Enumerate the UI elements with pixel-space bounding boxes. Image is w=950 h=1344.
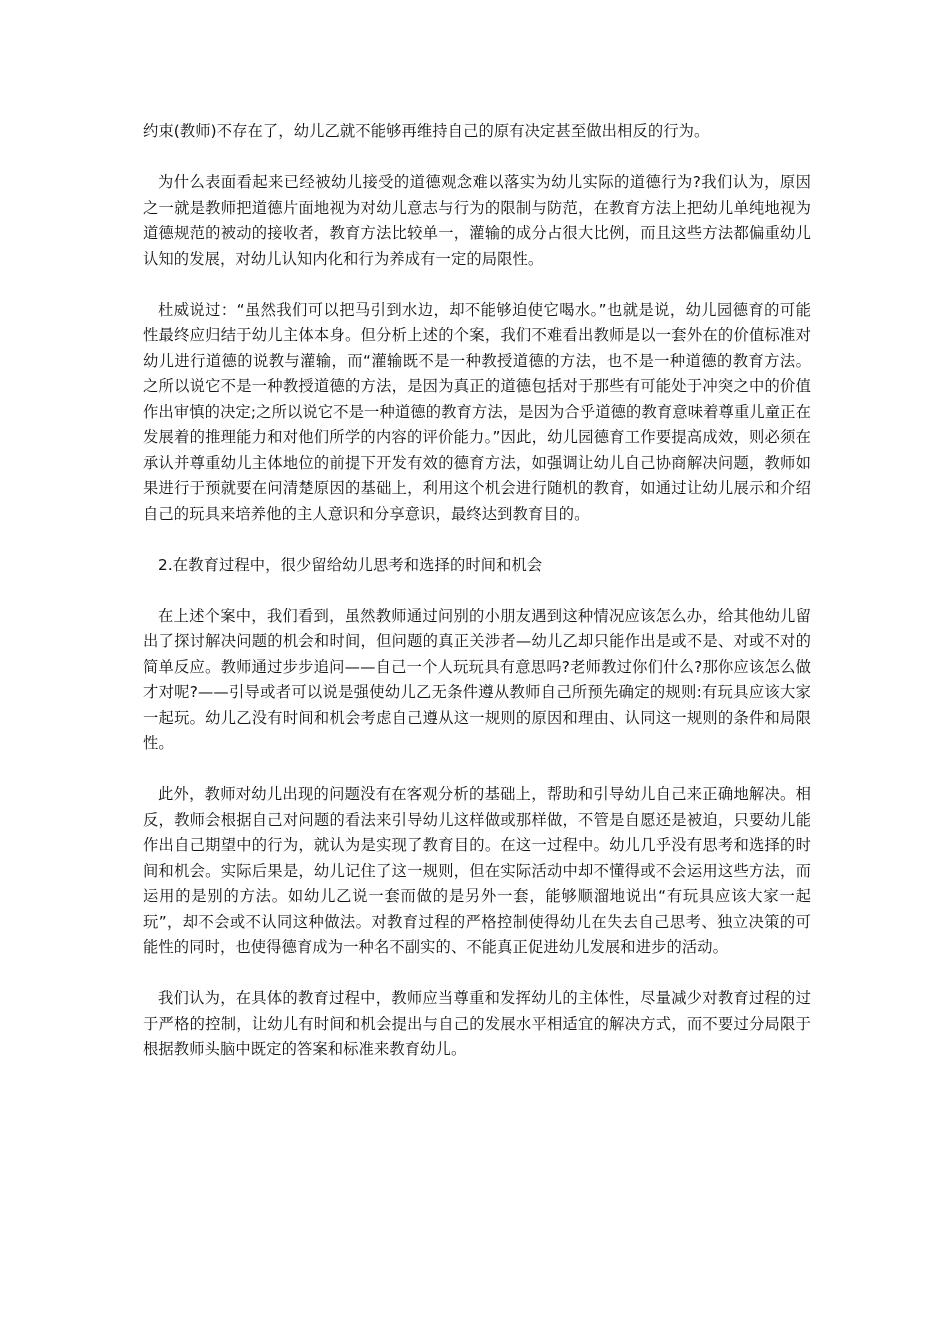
paragraph: 杜威说过：“虽然我们可以把马引到水边，却不能够迫使它喝水。”也就是说，幼儿园德育的可能性最终应归结于幼儿主体本身。但分析上述的个案，我们不难看出教师是以一套外在的价值标准对幼儿进行道德的说教与灌输，而“灌输既不是一种教授道德的方法，也不是一种道德的教育方法。之所以说它不是一种教授道德的方法，是因为真正的道德包括对于那些有可能处于冲突之中的价值作出审慎的决定;之所以说它不是一种道德的教育方法，是因为合乎道德的教育意味着尊重儿童正在发展着的推理能力和对他们所学的内容的评价能力。”因此，幼儿园德育工作要提高成效，则必须在承认并尊重幼儿主体地位的前提下开发有效的德育方法，如强调让幼儿自己协商解决问题，教师如果进行于预就要在问清楚原因的基础上，利用这个机会进行随机的教育，如通过让幼儿展示和介绍自己的玩具来培养他的主人意识和分享意识，最终达到教育目的。 [143,300,811,523]
paragraph: 为什么表面看起来已经被幼儿接受的道德观念难以落实为幼儿实际的道德行为?我们认为，原因之一就是教师把道德片面地视为对幼儿意志与行为的限制与防范，在教育方法上把幼儿单纯地视为道德规范的被动的接收者，教育方法比较单一，灌输的成分占很大比例，而且这些方法都偏重幼儿认知的发展，对幼儿认知内化和行为养成有一定的局限性。 [143,173,811,268]
paragraph: 此外，教师对幼儿出现的问题没有在客观分析的基础上，帮助和引导幼儿自己来正确地解决。相反，教师会根据自己对问题的看法来引导幼儿这样做或那样做，不管是自愿还是被迫，只要幼儿能作出自己期望中的行为，就认为是实现了教育目的。在这一过程中。幼儿几乎没有思考和选择的时间和机会。实际后果是，幼儿记住了这一规则，但在实际活动中却不懂得或不会运用这些方法，而运用的是别的方法。如幼儿乙说一套而做的是另外一套，能够顺溜地说出“有玩具应该大家一起玩”，却不会或不认同这种做法。对教育过程的严格控制使得幼儿在失去自己思考、独立决策的可能性的同时，也使得德育成为一种名不副实的、不能真正促进幼儿发展和进步的活动。 [143,785,811,956]
paragraph: 我们认为，在具体的教育过程中，教师应当尊重和发挥幼儿的主体性，尽量减少对教育过程的过于严格的控制，让幼儿有时间和机会提出与自己的发展水平相适宜的解决方式，而不要过分局限于根据教师头脑中既定的答案和标准来教育幼儿。 [143,989,811,1058]
section-heading: 2.在教育过程中，很少留给幼儿思考和选择的时间和机会 [158,555,543,574]
paragraph: 在上述个案中，我们看到，虽然教师通过问别的小朋友遇到这种情况应该怎么办，给其他幼儿留出了探讨解决问题的机会和时间，但问题的真正关涉者—幼儿乙却只能作出是或不是、对或不对的简单反应。教师通过步步追问——自己一个人玩玩具有意思吗?老师教过你们什么?那你应该怎么做才对呢?——引导或者可以说是强使幼儿乙无条件遵从教师自己所预先确定的规则:有玩具应该大家一起玩。幼儿乙没有时间和机会考虑自己遵从这一规则的原因和理由、认同这一规则的条件和局限性。 [143,606,811,752]
document-body [143,119,811,1088]
paragraph: 约束(教师)不存在了，幼儿乙就不能够再维持自己的原有决定甚至做出相反的行为。 [143,122,710,140]
